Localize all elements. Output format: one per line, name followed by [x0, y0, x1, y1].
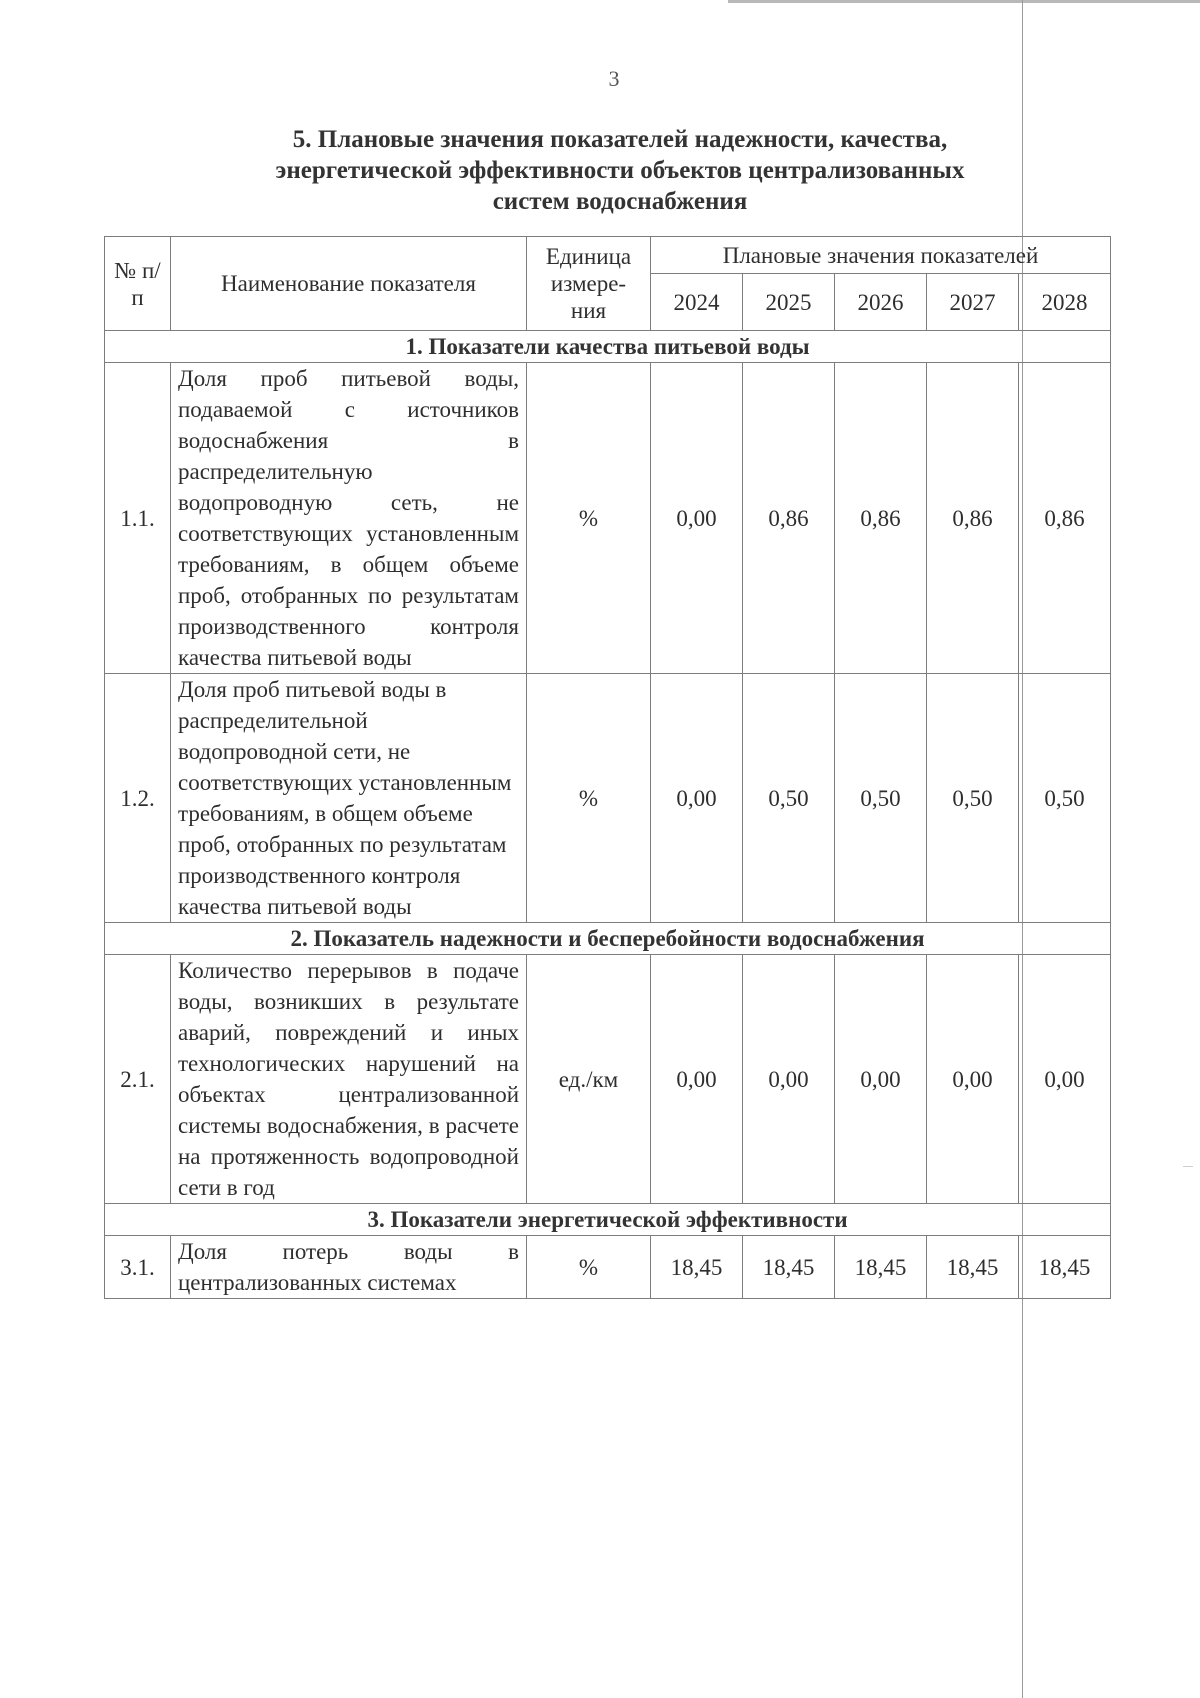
header-plan-values: Плановые значения показателей [651, 237, 1111, 274]
page-number: 3 [608, 66, 620, 91]
header-year: 2027 [927, 274, 1019, 331]
value-cell: 18,45 [651, 1236, 743, 1299]
value-cell: 0,86 [743, 363, 835, 674]
row-number: 2.1. [105, 955, 171, 1204]
scan-top-edge [728, 0, 1200, 3]
table-row [105, 955, 1111, 1204]
value-cell: 0,86 [927, 363, 1019, 674]
header-unit: Единица измере-ния [527, 237, 651, 331]
header-year: 2024 [651, 274, 743, 331]
scan-speck [1183, 1166, 1193, 1167]
indicator-name: Доля проб питьевой воды, подаваемой с источников водоснабжения в распределительную водопроводную сеть, не соответствующих установленным требованиям, в общем объеме проб, отобранных по результатам производственного контроля качества питьевой воды [171, 363, 527, 674]
header-name: Наименование показателя [171, 237, 527, 331]
value-cell: 0,50 [743, 674, 835, 923]
group-title: 2. Показатель надежности и бесперебойности водоснабжения [105, 923, 1111, 955]
row-number: 1.2. [105, 674, 171, 923]
value-cell: 0,86 [1019, 363, 1111, 674]
value-cell: 0,00 [835, 955, 927, 1204]
value-cell: 0,00 [1019, 955, 1111, 1204]
table-row [105, 363, 1111, 674]
row-number: 1.1. [105, 363, 171, 674]
indicator-name: Доля потерь воды в централизованных системах [171, 1236, 527, 1299]
value-cell: 0,00 [743, 955, 835, 1204]
group-row [105, 1204, 1111, 1236]
group-row [105, 923, 1111, 955]
indicators-table [104, 236, 1111, 1299]
header-year: 2026 [835, 274, 927, 331]
value-cell: 18,45 [835, 1236, 927, 1299]
unit-cell: % [527, 363, 651, 674]
group-row [105, 331, 1111, 363]
row-number: 3.1. [105, 1236, 171, 1299]
value-cell: 0,00 [651, 674, 743, 923]
section-title-line-2: энергетической эффективности объектов централизованных [275, 157, 965, 184]
indicator-name: Доля проб питьевой воды в распределительной водопроводной сети, не соответствующих установленным требованиям, в общем объеме проб, отобранных по результатам производственного контроля качества питьевой воды [171, 674, 527, 923]
section-title [190, 124, 1050, 217]
unit-cell: % [527, 1236, 651, 1299]
unit-cell: ед./км [527, 955, 651, 1204]
header-num: № п/п [105, 237, 171, 331]
table-row [105, 1236, 1111, 1299]
value-cell: 0,00 [651, 363, 743, 674]
value-cell: 0,50 [835, 674, 927, 923]
section-title-line-3: систем водоснабжения [492, 188, 748, 215]
table-row [105, 674, 1111, 923]
indicator-name: Количество перерывов в подаче воды, возникших в результате аварий, повреждений и иных технологических нарушений на объектах централизованной системы водоснабжения, в расчете на протяженность водопроводной сети в год [171, 955, 527, 1204]
header-year: 2025 [743, 274, 835, 331]
value-cell: 18,45 [927, 1236, 1019, 1299]
value-cell: 18,45 [743, 1236, 835, 1299]
value-cell: 0,00 [651, 955, 743, 1204]
value-cell: 0,50 [927, 674, 1019, 923]
unit-cell: % [527, 674, 651, 923]
value-cell: 0,00 [927, 955, 1019, 1204]
value-cell: 18,45 [1019, 1236, 1111, 1299]
value-cell: 0,50 [1019, 674, 1111, 923]
header-row-1 [105, 237, 1111, 274]
value-cell: 0,86 [835, 363, 927, 674]
header-year: 2028 [1019, 274, 1111, 331]
group-title: 3. Показатели энергетической эффективности [105, 1204, 1111, 1236]
group-title: 1. Показатели качества питьевой воды [105, 331, 1111, 363]
section-title-line-1: 5. Плановые значения показателей надежности, качества, [292, 126, 948, 153]
